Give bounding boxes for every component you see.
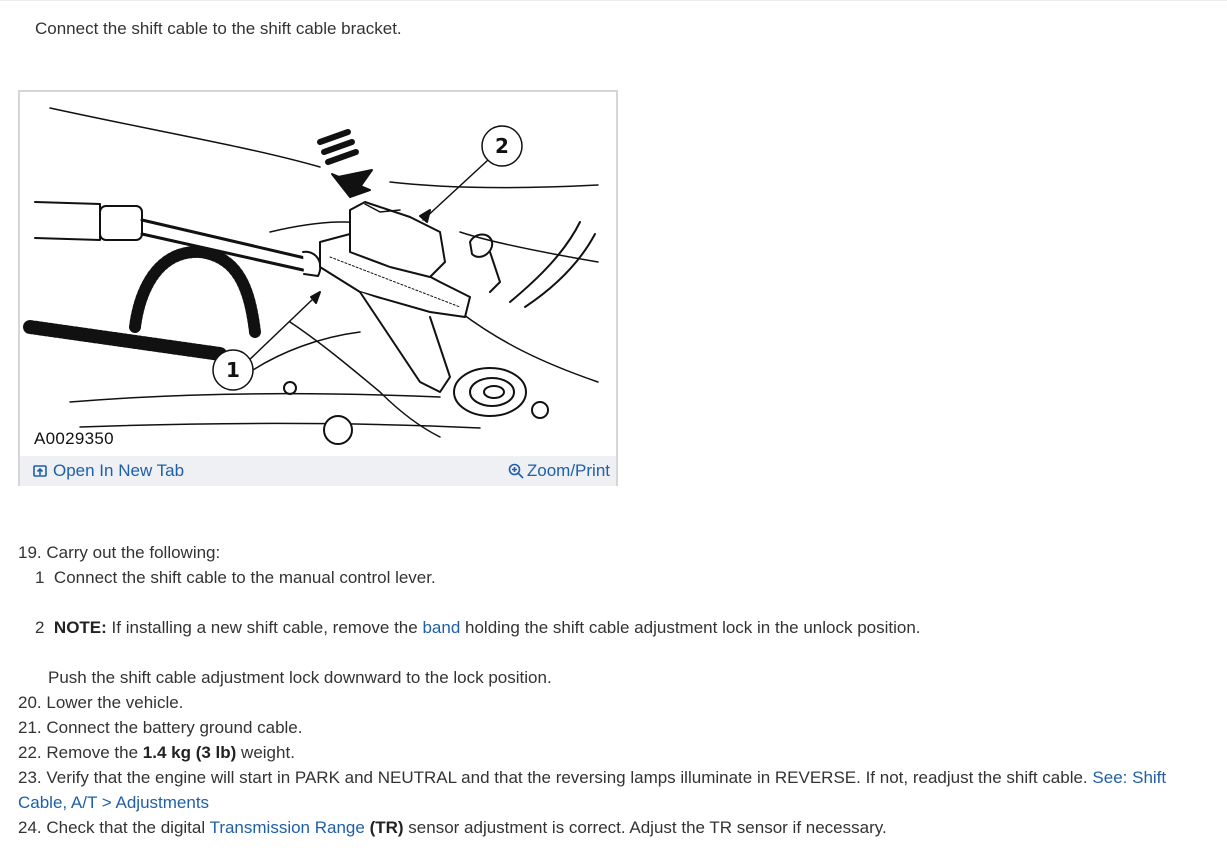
zoom-print-label: Zoom/Print xyxy=(526,461,610,480)
transmission-range-link[interactable]: Transmission Range xyxy=(209,818,365,837)
shift-cable-adjustments-link[interactable]: See: Shift Cable, A/T > Adjustments xyxy=(18,768,1167,812)
step-text: Connect the battery ground cable. xyxy=(46,718,303,737)
substep-text: Connect the shift cable to the manual control lever. xyxy=(53,568,436,587)
substep-number: 2 xyxy=(35,618,45,637)
step-number: 24. xyxy=(18,818,42,837)
step-text-before: Check that the digital xyxy=(46,818,206,837)
figure-code: A0029350 xyxy=(34,429,114,448)
substep-2 xyxy=(18,615,1218,640)
step-20 xyxy=(18,690,1218,715)
zoom-print-button[interactable] xyxy=(508,461,610,481)
top-divider xyxy=(0,0,1227,1)
zoom-icon xyxy=(508,463,524,479)
shift-cable-illustration[interactable] xyxy=(20,92,616,454)
step-text-after: sensor adjustment is correct. Adjust the TR sensor if necessary. xyxy=(408,818,887,837)
step-number: 23. xyxy=(18,768,42,787)
substep-2-continued: Push the shift cable adjustment lock downward to the lock position. xyxy=(48,668,552,687)
step-21 xyxy=(18,715,1218,740)
step-19 xyxy=(18,540,1218,565)
substep-number: 1 xyxy=(35,568,45,587)
step-number: 19. xyxy=(18,543,42,562)
step-text-before: Remove the xyxy=(46,743,139,762)
step-text-after: weight. xyxy=(241,743,295,762)
procedure-steps xyxy=(18,540,1218,840)
step-number: 22. xyxy=(18,743,42,762)
step-text: Carry out the following: xyxy=(46,543,221,562)
step-24 xyxy=(18,815,1218,840)
figure-footer xyxy=(20,456,616,486)
step-number: 20. xyxy=(18,693,42,712)
tr-abbrev: (TR) xyxy=(369,818,404,837)
step-text: Verify that the engine will start in PARK and NEUTRAL and that the reversing lamps illuminate in REVERSE. If not, readjust the shift cable. xyxy=(46,768,1088,787)
open-in-new-tab-label: Open In New Tab xyxy=(53,461,185,480)
callout-1-label: 1 xyxy=(226,358,240,382)
intro-text: Connect the shift cable to the shift cable bracket. xyxy=(35,19,402,38)
step-22 xyxy=(18,740,1218,765)
weight-value: 1.4 kg (3 lb) xyxy=(142,743,237,762)
substep-1 xyxy=(18,565,1218,590)
step-number: 21. xyxy=(18,718,42,737)
note-label: NOTE: xyxy=(53,618,107,637)
callout-2-label: 2 xyxy=(495,134,509,158)
note-text-before: If installing a new shift cable, remove the xyxy=(111,618,418,637)
step-23 xyxy=(18,765,1218,815)
band-link[interactable]: band xyxy=(422,618,461,637)
figure-card xyxy=(18,90,618,486)
open-in-new-tab-button[interactable] xyxy=(32,461,184,481)
open-tab-icon xyxy=(32,463,48,479)
note-text-after: holding the shift cable adjustment lock in the unlock position. xyxy=(465,618,921,637)
step-text: Lower the vehicle. xyxy=(46,693,184,712)
